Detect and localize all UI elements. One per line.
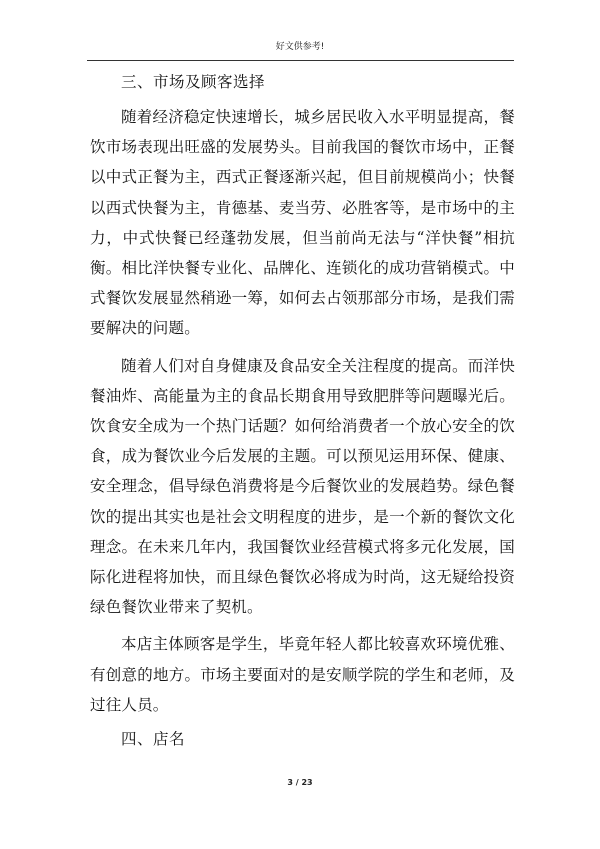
section-heading-store-name: 四、店名 <box>121 730 186 749</box>
document-body <box>90 70 515 759</box>
page-number: 3 / 23 <box>287 778 313 787</box>
paragraph-market-overview: 随着经济稳定快速增长，城乡居民收入水平明显提高，餐饮市场表现出旺盛的发展势头。目前我国的餐饮市场中，正餐以中式正餐为主，西式正餐逐渐兴起，但目前规模尚小；快餐以西式快餐为主，肯德基、麦当劳、必胜客等，是市场中的主力，中式快餐已经蓬勃发展，但当前尚无法与“洋快餐”相抗衡。相比洋快餐专业化、品牌化、连锁化的成功营销模式。中式餐饮发展显然稍逊一筹，如何去占领那部分市场，是我们需要解决的问题。 <box>90 108 515 338</box>
page-header-text: 好文供参考! <box>275 42 325 52</box>
header-divider <box>87 60 514 61</box>
section-heading-market: 三、市场及顾客选择 <box>121 73 266 91</box>
paragraph-food-safety: 随着人们对自身健康及食品安全关注程度的提高。而洋快餐油炸、高能量为主的食品长期食用导致肥胖等问题曝光后。饮食安全成为一个热门话题？如何给消费者一个放心安全的饮食，成为餐饮业今后发展的主题。可以预见运用环保、健康、安全理念，倡导绿色消费将是今后餐饮业的发展趋势。绿色餐饮的提出其实也是社会文明程度的进步，是一个新的餐饮文化理念。在未来几年内，我国餐饮业经营模式将多元化发展，国际化进程将加快，而且绿色餐饮必将成为时尚，这无疑给投资绿色餐饮业带来了契机。 <box>90 356 515 617</box>
paragraph-target-customers: 本店主体顾客是学生，毕竟年轻人都比较喜欢环境优雅、有创意的地方。市场主要面对的是安顺学院的学生和老师，及过往人员。 <box>90 635 515 714</box>
